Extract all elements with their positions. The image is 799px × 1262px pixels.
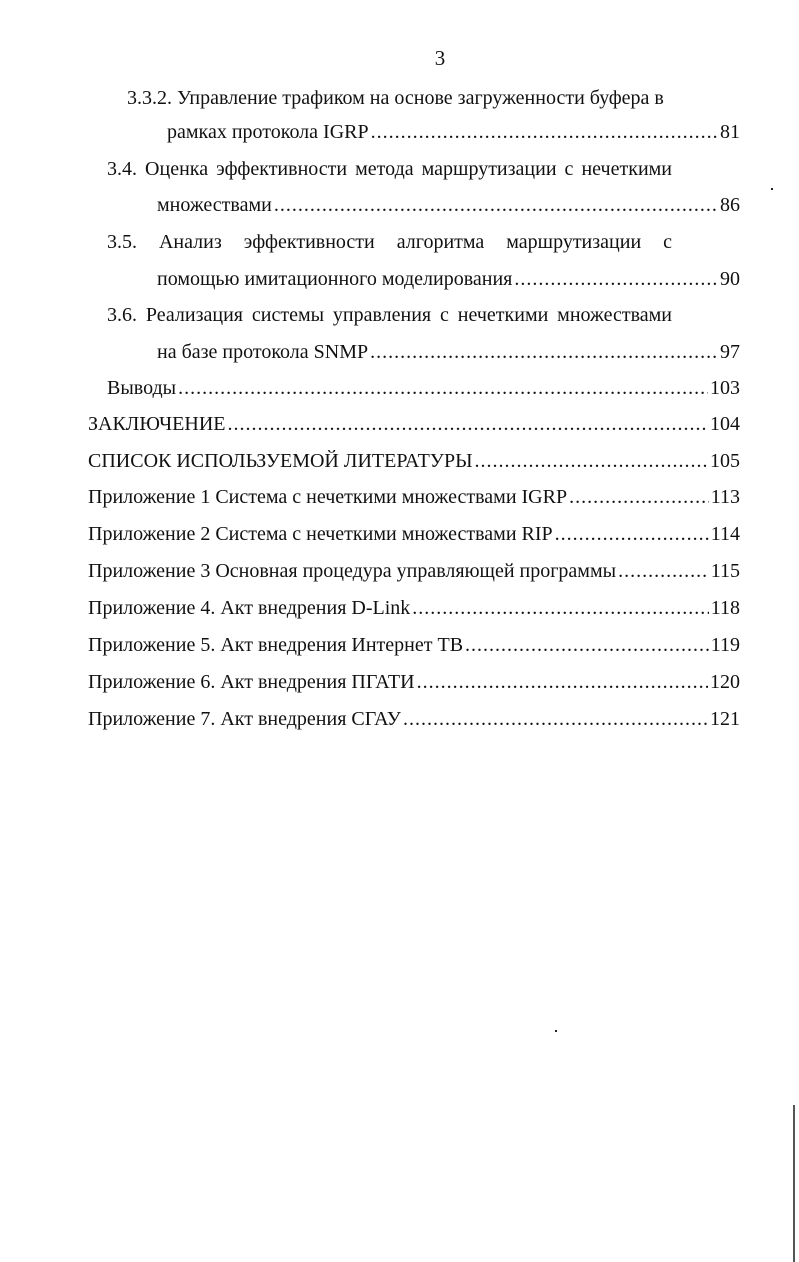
toc-entry-appendix-6 [88, 668, 740, 696]
toc-page-number: 119 [710, 634, 740, 656]
toc-entry-title: Приложение 1 Система с нечеткими множествами IGRP [88, 486, 568, 508]
toc-entry-title: Приложение 7. Акт внедрения СГАУ [88, 708, 401, 730]
toc-entry-appendix-4 [88, 594, 740, 622]
toc-entry-appendix-2 [88, 520, 740, 548]
toc-entry-number: 3.5. [107, 231, 137, 253]
toc-page-number: 104 [710, 413, 740, 435]
toc-entry-3-5-line1 [107, 228, 672, 256]
toc-entry-title-cont: помощью имитационного моделирования [157, 268, 513, 290]
toc-entry-title: Оценка эффективности метода маршрутизации с нечеткими [145, 158, 673, 180]
toc-leader-dots [370, 338, 718, 366]
toc-page-number: 121 [710, 708, 740, 730]
toc-page-number: 90 [720, 268, 740, 290]
toc-leader-dots [465, 631, 709, 659]
scan-speck [555, 1030, 557, 1032]
toc-entry-3-3-2-line2 [167, 118, 740, 146]
page-number: 3 [434, 46, 446, 70]
toc-entry-appendix-3 [88, 557, 740, 585]
toc-page-number: 118 [710, 597, 740, 619]
toc-entry-title: Приложение 3 Основная процедура управляющей программы [88, 560, 617, 582]
toc-entry-title: Приложение 2 Система с нечеткими множествами RIP [88, 523, 553, 545]
toc-leader-dots [412, 594, 708, 622]
toc-leader-dots [514, 265, 718, 293]
toc-entry-3-5-line2 [157, 265, 740, 293]
toc-page-number: 115 [710, 560, 740, 582]
toc-entry-title: Приложение 5. Акт внедрения Интернет ТВ [88, 634, 464, 656]
toc-leader-dots [569, 483, 709, 511]
toc-leader-dots [274, 191, 718, 219]
toc-entry-title: Выводы [107, 377, 177, 399]
toc-entry-title-cont: рамках протокола IGRP [167, 121, 369, 143]
toc-leader-dots [371, 118, 718, 146]
toc-entry-3-4-line1 [107, 155, 672, 183]
toc-entry-title-cont: на базе протокола SNMP [157, 341, 369, 363]
toc-entry-appendix-1 [88, 483, 740, 511]
toc-leader-dots [178, 374, 708, 402]
toc-entry-number: 3.3.2. [127, 87, 172, 109]
toc-entry-title: ЗАКЛЮЧЕНИЕ [88, 413, 226, 435]
toc-entry-vyvody [107, 374, 740, 402]
toc-leader-dots [618, 557, 709, 585]
toc-entry-3-6-line1 [107, 301, 672, 329]
toc-page-number: 86 [720, 194, 740, 216]
toc-page-number: 114 [710, 523, 740, 545]
toc-entry-title: СПИСОК ИСПОЛЬЗУЕМОЙ ЛИТЕРАТУРЫ [88, 450, 473, 472]
scan-edge-line [793, 1105, 795, 1262]
toc-leader-dots [403, 705, 708, 733]
toc-entry-references [88, 447, 740, 475]
toc-entry-appendix-5 [88, 631, 740, 659]
toc-page-number: 97 [720, 341, 740, 363]
toc-entry-number: 3.4. [107, 158, 137, 180]
toc-entry-appendix-7 [88, 705, 740, 733]
toc-entry-3-4-line2 [157, 191, 740, 219]
toc-entry-conclusion [88, 410, 740, 438]
toc-entry-3-3-2-line1 [127, 84, 672, 112]
toc-entry-title: Управление трафиком на основе загруженности буфера в [177, 87, 664, 109]
toc-page-number: 81 [720, 121, 740, 143]
scan-speck [771, 188, 773, 190]
toc-leader-dots [555, 520, 709, 548]
toc-entry-title: Приложение 6. Акт внедрения ПГАТИ [88, 671, 415, 693]
toc-page-number: 120 [710, 671, 740, 693]
toc-leader-dots [417, 668, 708, 696]
toc-entry-title: Анализ эффективности алгоритма маршрутизации с [158, 231, 673, 253]
toc-entry-number: 3.6. [107, 304, 137, 326]
toc-leader-dots [475, 447, 708, 475]
toc-page-number: 103 [710, 377, 740, 399]
toc-entry-title-cont: множествами [157, 194, 272, 216]
toc-leader-dots [227, 410, 708, 438]
toc-entry-title: Приложение 4. Акт внедрения D-Link [88, 597, 411, 619]
toc-entry-title: Реализация системы управления с нечеткими множествами [145, 304, 673, 326]
toc-entry-3-6-line2 [157, 338, 740, 366]
toc-page-number: 105 [710, 450, 740, 472]
toc-page-number: 113 [710, 486, 740, 508]
